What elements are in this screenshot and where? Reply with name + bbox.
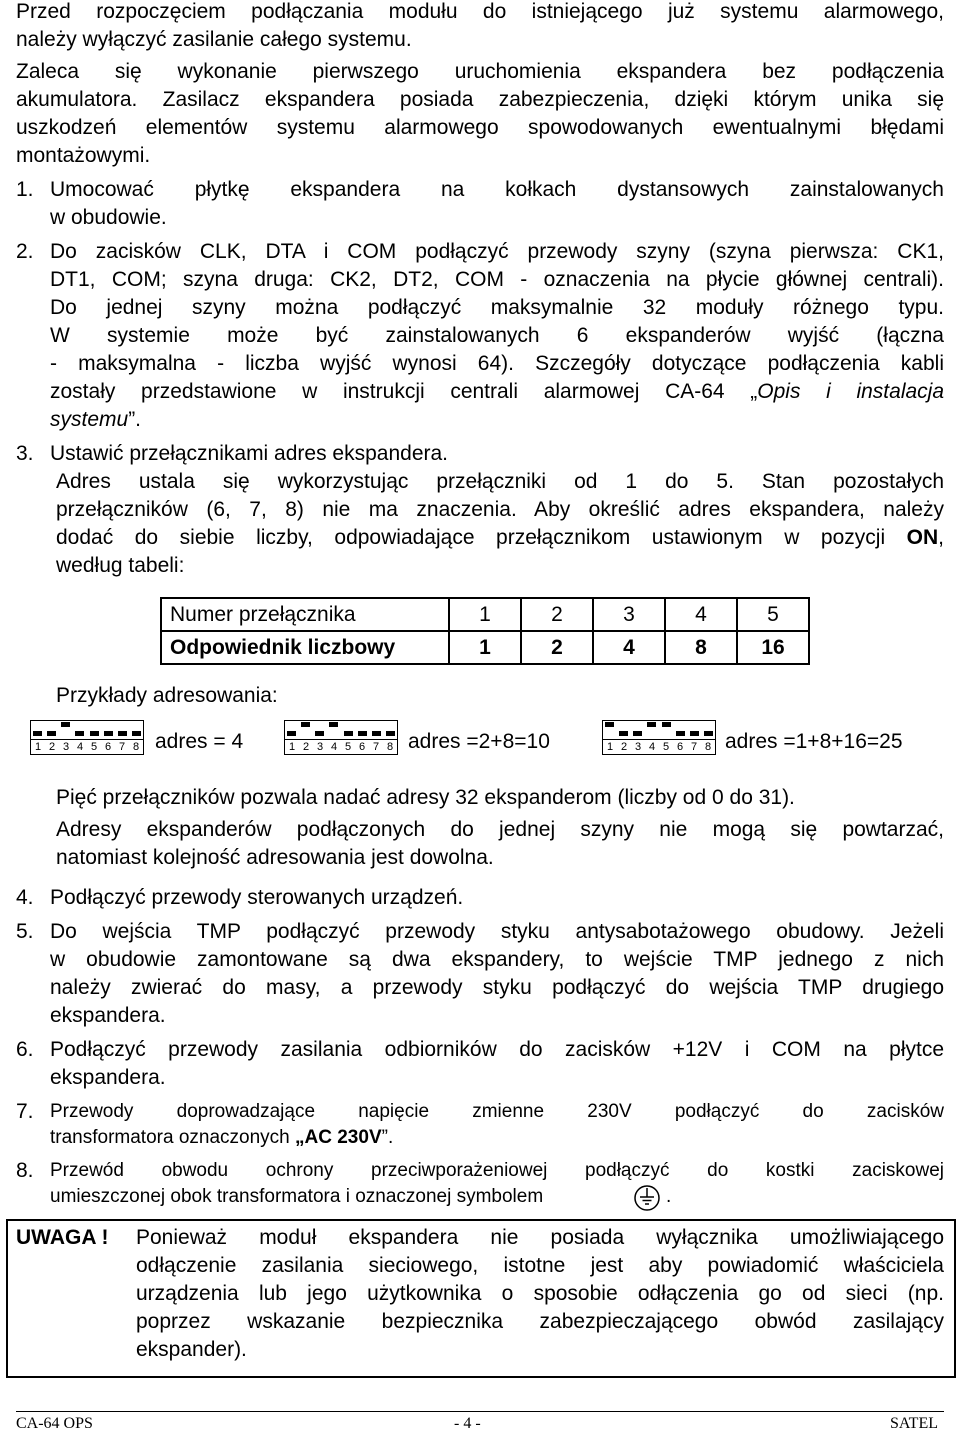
- ground-icon: [634, 1185, 660, 1211]
- intro-line: Zaleca się wykonanie pierwszego uruchomienia ekspandera bez podłączenia: [16, 60, 944, 83]
- step-line: Do jednej szyny można podłączyć maksymalnie 32 moduły różnego typu.: [50, 296, 944, 319]
- footer-right: SATEL: [890, 1415, 938, 1432]
- step-line: w obudowie.: [50, 206, 167, 229]
- dip-switch-lever: [61, 722, 70, 727]
- step-line: [56, 526, 944, 550]
- warning-line: Ponieważ moduł ekspandera nie posiada wyłącznika umożliwiającego: [136, 1226, 944, 1249]
- dip-switch-lever: [605, 722, 614, 727]
- switch-number: 8: [132, 741, 140, 753]
- dip-switch-lever: [315, 731, 324, 736]
- address-label: adres =2+8=10: [408, 730, 550, 753]
- dip-switch-lever: [676, 731, 685, 736]
- switch-number: 1: [34, 741, 42, 753]
- step-line: przełączników (6, 7, 8) nie ma znaczenia. Aby określić adres ekspandera, należy: [56, 498, 944, 521]
- dip-switch-lever: [358, 731, 367, 736]
- warning-label: UWAGA !: [16, 1226, 109, 1249]
- step-number: 3.: [16, 442, 34, 465]
- body-line: Adresy ekspanderów podłączonych do jednej szyny nie mogą się powtarzać,: [56, 818, 944, 841]
- intro-line: należy wyłączyć zasilanie całego systemu.: [16, 28, 412, 51]
- ac-label: „AC 230V: [295, 1127, 382, 1148]
- step-line: ekspandera.: [50, 1004, 166, 1027]
- dip-switch-example-3: [602, 720, 716, 755]
- switch-number: 1: [288, 741, 296, 753]
- table-header-cell: Odpowiednik liczbowy: [161, 631, 449, 664]
- switch-number: 6: [676, 741, 684, 753]
- step-number: 4.: [16, 886, 34, 909]
- dip-switch-lever: [329, 722, 338, 727]
- footer-page-number: - 4 -: [454, 1415, 481, 1432]
- examples-title: Przykłady adresowania:: [56, 684, 278, 707]
- step-text: transformatora oznaczonych: [50, 1127, 296, 1148]
- table-cell: 3: [593, 598, 665, 631]
- step-line: umieszczonej obok transformatora i oznaczonej symbolem: [50, 1186, 544, 1207]
- body-line: natomiast kolejność adresowania jest dowolna.: [56, 846, 494, 869]
- dip-switch-lever: [104, 731, 113, 736]
- step-text: ”.: [128, 408, 142, 431]
- step-number: 6.: [16, 1038, 34, 1061]
- step-line: Umocować płytkę ekspandera na kołkach dystansowych zainstalowanych: [50, 178, 944, 201]
- switch-number: 6: [104, 741, 112, 753]
- switch-number: 3: [316, 741, 324, 753]
- step-text: ,: [938, 526, 944, 549]
- address-label: adres =1+8+16=25: [725, 730, 903, 753]
- dip-switch-lever: [662, 722, 671, 727]
- dip-switch-numbers: [30, 739, 144, 755]
- dip-switch-body: [602, 720, 716, 739]
- switch-number: 4: [648, 741, 656, 753]
- switch-number: 7: [118, 741, 126, 753]
- table-cell: 1: [449, 631, 521, 664]
- switch-number: 2: [48, 741, 56, 753]
- switch-number: 8: [704, 741, 712, 753]
- step-number: 8.: [16, 1159, 34, 1182]
- footer-left: CA-64 OPS: [16, 1415, 93, 1432]
- dip-switch-lever: [75, 731, 84, 736]
- dip-switch-example-1: [30, 720, 144, 755]
- switch-number: 3: [634, 741, 642, 753]
- step-number: 1.: [16, 178, 34, 201]
- switch-number: 7: [690, 741, 698, 753]
- address-label: adres = 4: [155, 730, 244, 753]
- step-number: 2.: [16, 240, 34, 263]
- switch-number: 7: [372, 741, 380, 753]
- table-header-cell: Numer przełącznika: [161, 598, 449, 631]
- intro-line: Przed rozpoczęciem podłączania modułu do istniejącego już systemu alarmowego,: [16, 0, 944, 23]
- switch-number: 4: [76, 741, 84, 753]
- on-label: ON: [906, 526, 939, 549]
- step-line: ekspandera.: [50, 1066, 166, 1089]
- dip-switch-numbers: [602, 739, 716, 755]
- step-text: .: [666, 1186, 672, 1207]
- table-cell: 2: [521, 631, 593, 664]
- intro-line: uszkodzeń elementów systemu alarmowego spowodowanych ewentualnymi błędami: [16, 116, 944, 139]
- dip-switch-lever: [118, 731, 127, 736]
- step-text: dodać do siebie liczby, odpowiadające przełącznikom ustawionym w pozycji: [56, 526, 907, 549]
- step-line: Przewód obwodu ochrony przeciwporażeniowej podłączyć do kostki zaciskowej: [50, 1160, 944, 1181]
- switch-number: 6: [358, 741, 366, 753]
- warning-line: odłączenie zasilania sieciowego, istotne jest aby powiadomić właściciela: [136, 1254, 944, 1277]
- table-cell: 1: [449, 598, 521, 631]
- dip-switch-lever: [132, 731, 141, 736]
- table-cell: 4: [593, 631, 665, 664]
- switch-number: 2: [302, 741, 310, 753]
- switch-number: 5: [662, 741, 670, 753]
- warning-line: ekspander).: [136, 1338, 247, 1361]
- table-cell: 8: [665, 631, 737, 664]
- body-line: Pięć przełączników pozwala nadać adresy 32 ekspanderom (liczby od 0 do 31).: [56, 786, 795, 809]
- dip-switch-lever: [47, 731, 56, 736]
- step-line: [50, 1127, 393, 1149]
- step-line: [50, 408, 141, 432]
- dip-switch-lever: [619, 731, 628, 736]
- intro-line: akumulatora. Zasilacz ekspandera posiada zabezpieczenia, dzięki którym unika się: [16, 88, 944, 111]
- step-line: Przewody doprowadzające napięcie zmienne 230V podłączyć do zacisków: [50, 1101, 944, 1122]
- switch-number: 8: [386, 741, 394, 753]
- intro-line: montażowymi.: [16, 144, 151, 167]
- dip-switch-lever: [633, 731, 642, 736]
- dip-switch-lever: [386, 731, 395, 736]
- step-line: Adres ustala się wykorzystując przełączniki od 1 do 5. Stan pozostałych: [56, 470, 944, 493]
- switch-number: 1: [606, 741, 614, 753]
- step-line: W systemie może być zainstalowanych 6 ekspanderów wyjść (łączna: [50, 324, 944, 347]
- switch-value-table: [160, 597, 810, 665]
- dip-switch-lever: [647, 722, 656, 727]
- dip-switch-body: [284, 720, 398, 739]
- step-line: [50, 380, 944, 404]
- footer-divider: [16, 1411, 944, 1412]
- step-title: Ustawić przełącznikami adres ekspandera.: [50, 442, 449, 465]
- dip-switch-lever: [372, 731, 381, 736]
- table-cell: 5: [737, 598, 809, 631]
- step-line: według tabeli:: [56, 554, 185, 577]
- step-text: ”.: [381, 1127, 394, 1148]
- dip-switch-lever: [33, 731, 42, 736]
- warning-line: urządzenia lub jego użytkownika o sposobie odłączenia go od sieci (np.: [136, 1282, 944, 1305]
- step-line: DT1, COM; szyna druga: CK2, DT2, COM - oznaczenia na płycie głównej centrali).: [50, 268, 944, 291]
- step-line: Do wejścia TMP podłączyć przewody styku antysabotażowego obudowy. Jeżeli: [50, 920, 944, 943]
- dip-switch-lever: [344, 731, 353, 736]
- step-text: zostały przedstawione w instrukcji centrali alarmowej CA-64 „: [50, 380, 758, 403]
- dip-switch-body: [30, 720, 144, 739]
- step-line: należy zwierać do masy, a przewody styku podłączyć do wejścia TMP drugiego: [50, 976, 944, 999]
- table-cell: 4: [665, 598, 737, 631]
- switch-number: 5: [344, 741, 352, 753]
- table-cell: 2: [521, 598, 593, 631]
- dip-switch-lever: [90, 731, 99, 736]
- switch-number: 3: [62, 741, 70, 753]
- dip-switch-lever: [704, 731, 713, 736]
- switch-number: 2: [620, 741, 628, 753]
- dip-switch-example-2: [284, 720, 398, 755]
- step-line: Podłączyć przewody zasilania odbiorników do zacisków +12V i COM na płytce: [50, 1038, 944, 1061]
- dip-switch-lever: [287, 731, 296, 736]
- switch-number: 5: [90, 741, 98, 753]
- warning-line: poprzez wskazanie bezpiecznika zabezpieczającego obwód zasilający: [136, 1310, 944, 1333]
- step-line: w obudowie zamontowane są dwa ekspandery, to wejście TMP jednego z nich: [50, 948, 944, 971]
- step-number: 5.: [16, 920, 34, 943]
- step-line: Do zacisków CLK, DTA i COM podłączyć przewody szyny (szyna pierwsza: CK1,: [50, 240, 944, 263]
- switch-number: 4: [330, 741, 338, 753]
- step-line: - maksymalna - liczba wyjść wynosi 64). Szczegóły dotyczące podłączenia kabli: [50, 352, 944, 375]
- dip-switch-lever: [690, 731, 699, 736]
- document-title: systemu: [50, 408, 129, 431]
- document-title: Opis i instalacja: [757, 380, 945, 403]
- dip-switch-numbers: [284, 739, 398, 755]
- step-line: Podłączyć przewody sterowanych urządzeń.: [50, 886, 464, 909]
- step-number: 7.: [16, 1100, 34, 1123]
- dip-switch-lever: [301, 722, 310, 727]
- table-cell: 16: [737, 631, 809, 664]
